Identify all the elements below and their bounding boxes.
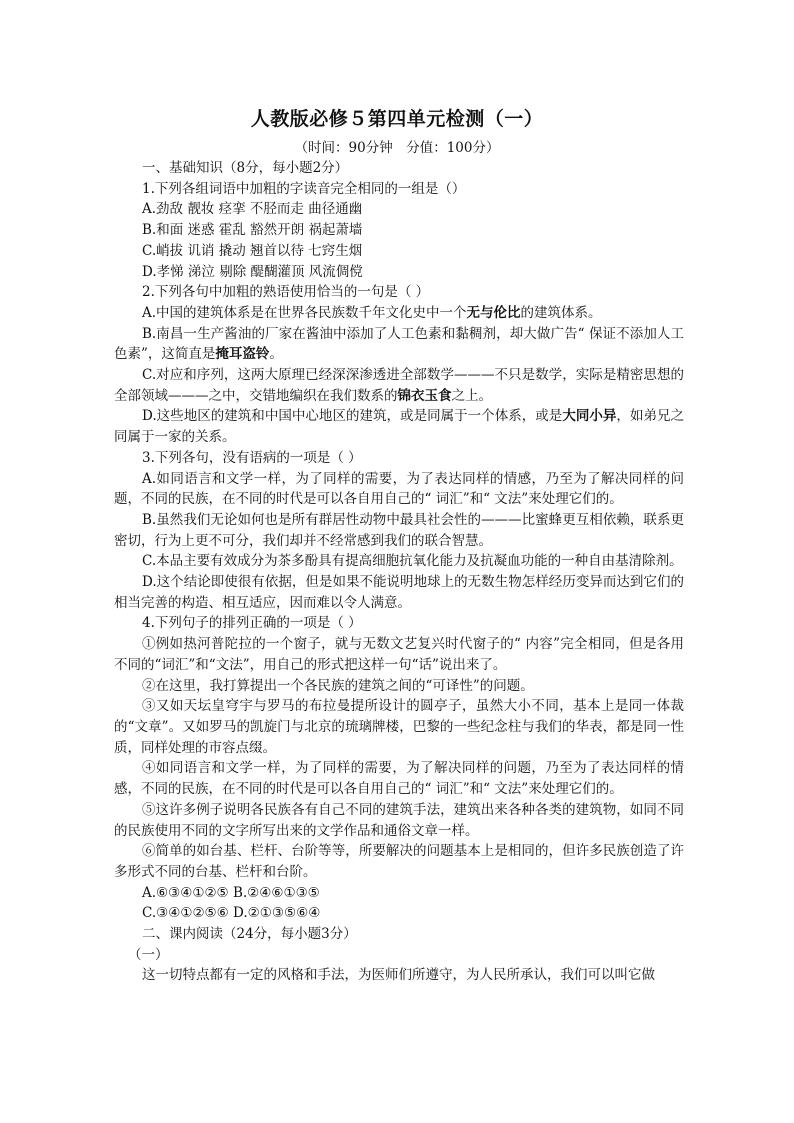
section-heading: 一、基础知识（8分，每小题2分） (142, 160, 349, 176)
question-4-sentence-3: ③又如天坛皇穹宇与罗马的布拉曼提所设计的圆亭子，虽然大小不同，基本上是同一体裁的“文章”。又如罗马的凯旋门与北京的琉璃牌楼，巴黎的一些纪念柱与我们的华表，都是同一性质，同样处理的市容点缀。 (114, 698, 684, 756)
question-4-sentence-6: ⑥简单的如台基、栏杆、台阶等等，所要解决的问题基本上是相同的，但许多民族创造了许多形式不同的台基、栏杆和台阶。 (114, 843, 684, 880)
question-4-stem: 4.下列句子的排列正确的一项是（ ） (142, 615, 362, 632)
option-text: B.南昌一生产酱油的厂家在酱油中添加了人工色素和黏稠剂，却大做广告“ 保证不添加人工色素”，这简直是 (114, 325, 684, 363)
bold-idiom: 掩耳盗铃 (215, 346, 270, 363)
option-text: D.这些地区的建筑和中国中心地区的建筑，或是同属于一个体系，或是 (142, 408, 563, 425)
option-text: 之上。 (451, 387, 492, 404)
question-1-option-b: B.和面 迷惑 霍乱 豁然开朗 祸起萧墙 (142, 222, 363, 239)
option-text: 的建筑体系。 (520, 304, 602, 321)
question-3-option-d: D.这个结论即使很有依据，但是如果不能说明地球上的无数生物怎样经历变异而达到它们的相当完善的构造、相互适应，因而难以令人满意。 (114, 574, 684, 611)
bold-idiom: 大同小异 (562, 408, 617, 425)
question-4-sentence-5: ⑤这许多例子说明各民族各有自己不同的建筑手法，建筑出来各种各类的建筑物，如同不同的民族使用不同的文字所写出来的文学作品和通俗文章一样。 (114, 801, 684, 839)
bold-idiom: 锦衣玉食 (397, 387, 452, 404)
option-text: 。 (269, 346, 283, 363)
question-4-sentence-2: ②在这里，我打算提出一个各民族的建筑之间的“可译性”的问题。 (142, 677, 534, 694)
question-3-option-c: C.本品主要有效成分为茶多酚具有提高细胞抗氧化能力及抗凝血功能的一种自由基清除剂。 (142, 553, 683, 570)
question-1-option-c: C.峭拔 讥诮 撬动 翘首以待 七窍生烟 (142, 242, 363, 259)
question-3-stem: 3.下列各句，没有语病的一项是（ ） (142, 449, 362, 466)
question-2-option-b (114, 324, 684, 365)
passage-paragraph: 这一切特点都有一定的风格和手法，为医师们所遵守，为人民所承认，我们可以叫它做 (142, 967, 655, 984)
option-text: ，如弟兄之同属于一家的关系。 (114, 408, 685, 446)
exam-time-score: （时间：90分钟 分值：100分） (294, 140, 500, 156)
document-body (114, 158, 684, 986)
question-3-option-b: B.虽然我们无论如何也是所有群居性动物中最具社会性的———比蜜蜂更互相依赖，联系更密切，行为上更不可分，我们却并不经常感到我们的联合智慧。 (114, 511, 684, 549)
question-2-option-d (114, 406, 684, 447)
question-1-stem: 1.下列各组词语中加粗的字读音完全相同的一组是（） (142, 180, 466, 197)
question-1-option-a: A.劲敌 靓妆 痉挛 不胫而走 曲径通幽 (142, 201, 363, 218)
question-2-option-c (114, 365, 684, 406)
question-2-option-a (114, 303, 684, 324)
question-4-sentence-1: ①例如热河普陀拉的一个窗子，就与无数文艺复兴时代窗子的“ 内容”完全相同，但是各用不同的“词汇”和“文法”，用自己的形式把这样一句“话”说出来了。 (114, 636, 684, 673)
page-title: 人教版必修５第四单元检测（一） (250, 108, 544, 130)
question-4-sentence-4: ④如同语言和文学一样，为了同样的需要，为了解决同样的问题，乃至为了表达同样的情感，不同的民族，在不同的时代是可以各自用自己的“ 词汇”和“ 文法”来处理它们的。 (114, 760, 684, 798)
bold-idiom: 无与伦比 (466, 304, 521, 321)
section-heading: 二、课内阅读（24分，每小题3分） (142, 926, 357, 943)
option-text: A.中国的建筑体系是在世界各民族数千年文化史中一个 (142, 304, 467, 321)
question-1-option-d: D.孝悌 涕泣 剔除 醍醐灌顶 风流倜傥 (142, 263, 363, 280)
question-2-stem: 2.下列各句中加粗的熟语使用恰当的一句是（ ） (142, 284, 430, 301)
option-text: C.对应和序列，这两大原理已经深深渗透进全部数学———不只是数学，实际是精密思想的全部领域———之中，交错地编织在我们数系的 (114, 367, 684, 404)
passage-number: （一） (128, 946, 169, 963)
question-4-options-cd: C.③④①②⑤⑥ D.②①③⑤⑥④ (142, 905, 321, 922)
question-3-option-a: A.如同语言和文学一样，为了同样的需要，为了表达同样的情感，乃至为了解决同样的问题，不同的民族，在不同的时代是可以各自用自己的“ 词汇”和“ 文法”来处理它们的。 (114, 470, 684, 508)
question-4-options-ab: A.⑥③④①②⑤ B.②④⑥①③⑤ (142, 884, 320, 901)
